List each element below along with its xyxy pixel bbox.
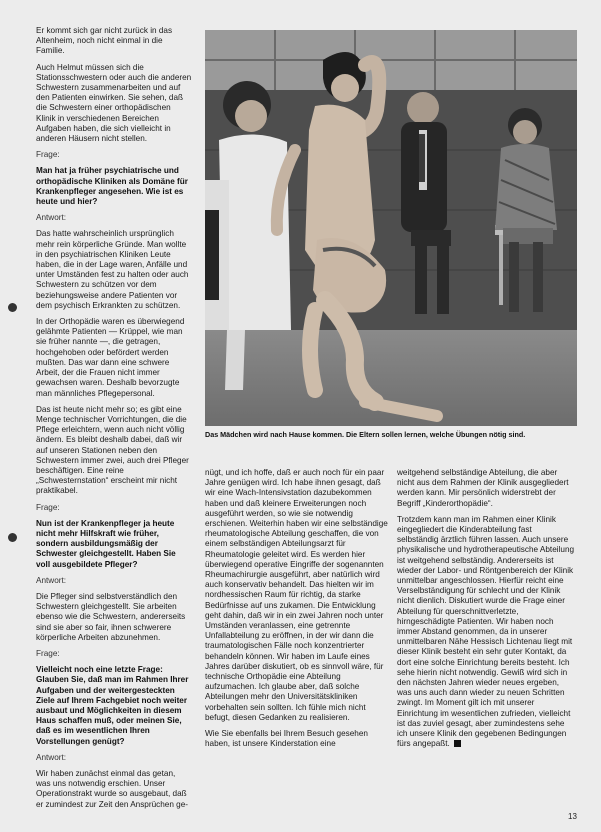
answer-text: Wir haben zunächst einmal das getan, was uns notwendig erschien. Unser Operationstrakt wurde so ausgebaut, daß er zumindest zur Zeit den Ansprüchen ge- bbox=[36, 769, 189, 809]
question-label: Frage: bbox=[36, 502, 60, 512]
question-text: Vielleicht noch eine letzte Frage: Glauben Sie, daß man im Rahmen Ihrer Aufgaben und der weitergesteckten Ziele auf Ihrem Fachgebiet noch weiter ausbaut und Möglichkeiten in diesem Haus schaffen muß, oder meinen Sie, daß es im wesentlichen Ihren Vorstellungen genügt? bbox=[36, 665, 189, 746]
answer-text: Das hatte wahrscheinlich ursprünglich mehr rein körperliche Gründe. Man wollte in den psychiatrischen Kliniken Leute haben, die in der Lage waren, Anfälle und unter Umständen fest zu halten oder auch Schwestern zu schützen vor dem beziehungsweise andere Patienten vor dem psychisch Erkrankten zu schützen. bbox=[36, 229, 189, 310]
answer-label: Antwort: bbox=[36, 213, 67, 223]
binder-hole-bottom bbox=[8, 533, 17, 542]
answer-label: Antwort: bbox=[36, 752, 67, 762]
question-text: Man hat ja früher psychiatrische und orthopädische Kliniken als Domäne für Krankenpfleger angesehen. Wie ist es heute und hier? bbox=[36, 166, 188, 207]
end-of-article-mark bbox=[454, 740, 461, 747]
paragraph: nügt, und ich hoffe, daß er auch noch für ein paar Jahre genügen wird. Ich habe ihnen gesagt, daß wir eine Wach-Intensivstation dazubekommen haben und daß kleinere Erweiterungen noch ausgeführt werden, so wie sie notwendig erschienen. Weiterhin haben wir eine selbständige rheumatologische Abteilung geschaffen, die von einem selbständigen Abteilungsarzt für Rheumatologie geleitet wird. Es werden hier überwiegend operative Eingriffe der sogenannten Rheumachirurgie ausgeführt, aber natürlich wird auch konservativ behandelt. Das hielten wir im nordhessischen Raum für richtig, da starke Bedürfnisse auf uns zukamen. Die Entwicklung geht dahin, daß wir in ein zwei Jahren noch unter Umständen veranlassen, eine getrennte Unfallabteilung zu eröffnen, in der wir dann die traumatologischen Fälle noch konzentrierter behandeln können. Wir haben im Laufe eines Jahres darüber diskutiert, ob es sinnvoll wäre, für technische Orthopädie eine Abteilung aufzumachen. Ich glaube aber, daß solche Abteilungen mehr den Universitätskliniken vorbehalten sein sollten. Ich fühle mich nicht befugt, diesen Gedanken zu realisieren. bbox=[205, 468, 388, 722]
question-label: Frage: bbox=[36, 150, 60, 160]
photo-caption: Das Mädchen wird nach Hause kommen. Die Eltern sollen lernen, welche Übungen nötig sind. bbox=[205, 430, 526, 439]
paragraph: Auch Helmut müssen sich die Stationsschwestern oder auch die anderen Schwestern zusammenarbeiten und auf den Patienten einwirken. Sie sehen, daß die Schwestern einer orthopädischen Klinik in verschiedenen Bereichen Aufgaben haben, die sich vielleicht in anderen Häusern nicht stellen. bbox=[36, 62, 192, 144]
page-number: 13 bbox=[568, 812, 577, 821]
answer-label: Antwort: bbox=[36, 575, 67, 585]
paragraph: Wie Sie ebenfalls bei Ihrem Besuch gesehen haben, ist unsere Kinderstation eine bbox=[205, 729, 368, 749]
text-column-middle bbox=[205, 468, 390, 823]
text-column-left bbox=[36, 26, 192, 821]
paragraph: Er kommt sich gar nicht zurück in das Altenheim, noch nicht einmal in die Familie. bbox=[36, 26, 173, 56]
answer-text: Die Pfleger sind selbstverständlich den Schwestern gleichgestellt. Sie arbeiten ebenso wie die Schwestern, andererseits sind sie aber so fair, ihnen schwerere körperliche Arbeiten abzunehmen. bbox=[36, 591, 186, 642]
paragraph: weitgehend selbständige Abteilung, die aber nicht aus dem Rahmen der Klinik ausgegliedert werden kann. Mir persönlich widerstrebt der Begriff „Kinderorthopädie“. bbox=[397, 468, 569, 508]
binder-hole-top bbox=[8, 303, 17, 312]
text-column-right bbox=[397, 468, 575, 823]
question-text: Nun ist der Krankenpfleger ja heute nicht mehr Hilfskraft wie früher, sondern ausbildungsmäßig der Schwester gleichgestellt. Haben Sie voll ausgebildete Pfleger? bbox=[36, 518, 176, 569]
article-photo bbox=[205, 30, 577, 426]
paragraph bbox=[397, 515, 575, 750]
photo-illustration bbox=[205, 30, 577, 426]
paragraph-text: Trotzdem kann man im Rahmen einer Klinik eingegliedert die Kinderabteilung fast selbständig ärztlich führen lassen. Auch unsere physikalische und hydrotherapeutische Abteilung ist weitgehend selbständig. Andererseits ist wieder der Labor- und Röntgenbereich der Klinik unmittelbar angeschlossen. Hierfür reicht eine Verselbständigung für schlecht und der Klinik nicht dienlich. Diskutiert wurde die Frage einer Abteilung für querschnittverletzte, hirngeschädigte Patienten. Wir haben noch immer Abstand genommen, da in unserer unmittelbaren Nähe Hessisch Lichtenau liegt mit dieser Klinik besteht ein sehr guter Kontakt, da dort eine solche Einrichtung bereits besteht. Ich sehe hierin nicht notwendig. Gewiß wird sich in den nächsten Jahren wieder neues ergeben, was uns auch dann wieder zu neuen Schritten zwingt. Im Moment gilt ich mit unserer Einrichtung im wesentlichen zufrieden, vielleicht ist das zuviel gesagt, aber zumindestens sehe ich unsere Klinik den gegebenen Bedingungen fürs angepaßt. bbox=[397, 514, 575, 749]
question-label: Frage: bbox=[36, 648, 60, 658]
answer-text: Das ist heute nicht mehr so; es gibt eine Menge technischer Vorrichtungen, die die Pflege erleichtern, wenn auch nicht völlig ändern. Es bleibt deshalb dabei, daß wir auf unseren Stationen neben den Schwestern immer zwei, auch drei Pfleger beschäftigen. Eine reine „Schwesternstation“ erscheint mir nicht praktikabel. bbox=[36, 404, 189, 496]
answer-text: In der Orthopädie waren es überwiegend gelähmte Patienten — Krüppel, wie man sie früher nannte —, die getragen, hochgehoben oder befördert werden mußten. Das war dann eine schwere Arbeit, der die Frauen nicht immer gewachsen waren. Deshalb bevorzugte man männliches Pflegepersonal. bbox=[36, 317, 185, 398]
